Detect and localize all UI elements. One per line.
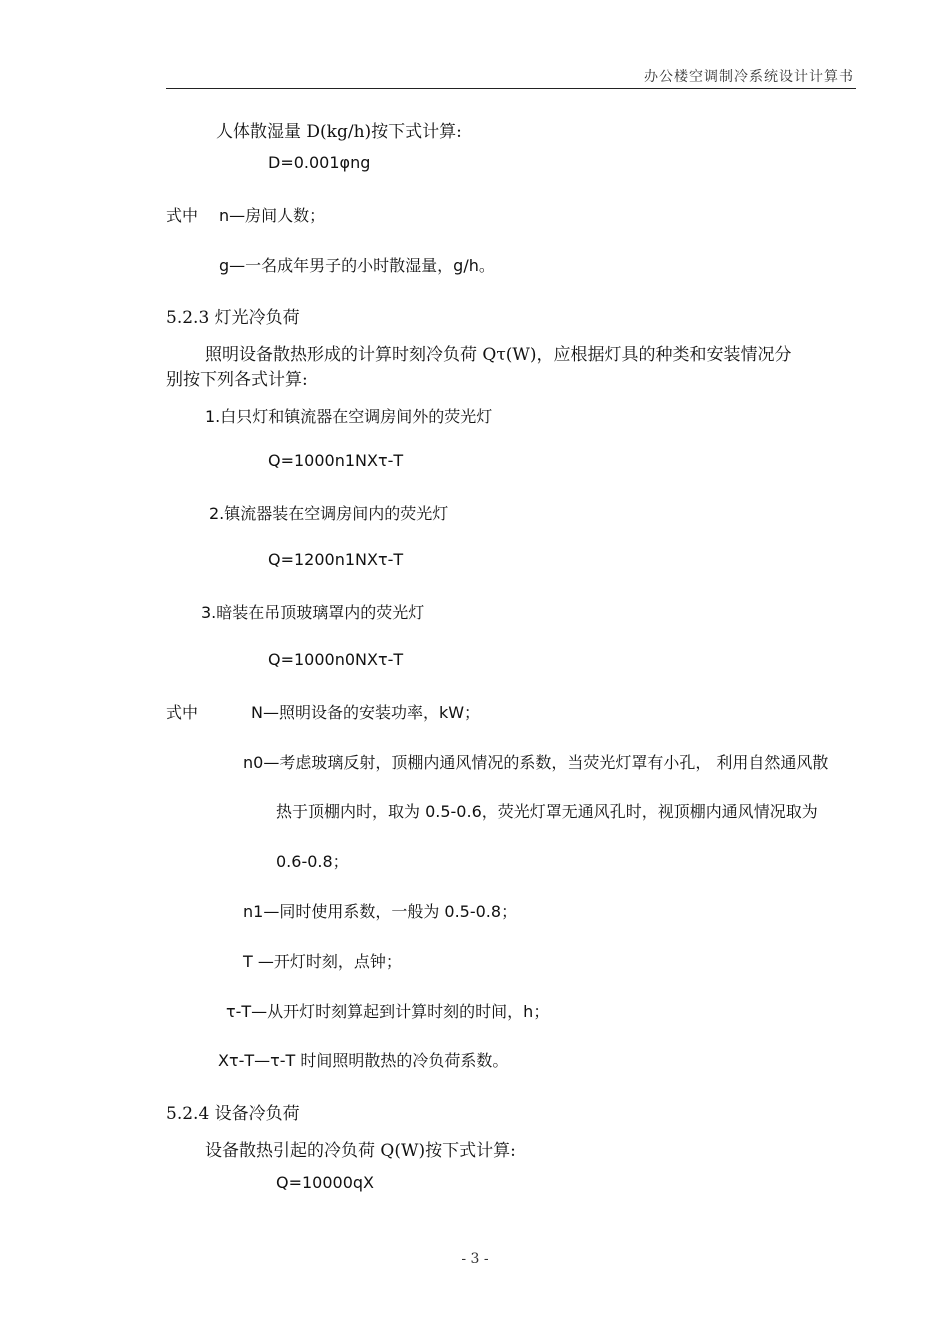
list-item-3: 3.暗装在吊顶玻璃罩内的荧光灯	[201, 603, 425, 622]
formula-1: Q=1000n1NXτ-T	[268, 451, 404, 470]
formula-2: Q=1200n1NXτ-T	[268, 550, 404, 569]
header-rule	[166, 88, 856, 89]
definition-n: n—房间人数；	[219, 206, 326, 225]
lighting-paragraph-line-2: 别按下列各式计算:	[166, 370, 308, 390]
list-item-2: 2.镇流器装在空调房间内的荧光灯	[209, 504, 449, 523]
section-heading-5-2-4: 5.2.4 设备冷负荷	[166, 1104, 300, 1124]
definition-X: Xτ-T—τ-T 时间照明散热的冷负荷系数。	[218, 1051, 509, 1070]
definition-n0-line-3: 0.6-0.8；	[276, 852, 349, 871]
running-header: 办公楼空调制冷系统设计计算书	[644, 69, 854, 85]
equipment-intro: 设备散热引起的冷负荷 Q(W)按下式计算:	[205, 1141, 516, 1161]
definition-g: g—一名成年男子的小时散湿量，g/h。	[219, 256, 495, 275]
definition-N: N—照明设备的安装功率，kW；	[251, 703, 481, 722]
list-item-1: 1.白只灯和镇流器在空调房间外的荧光灯	[205, 407, 493, 426]
definition-n0-line-1: n0—考虑玻璃反射，顶棚内通风情况的系数，当荧光灯罩有小孔， 利用自然通风散	[243, 753, 829, 772]
definition-n1: n1—同时使用系数，一般为 0.5-0.8；	[243, 902, 518, 921]
formula-3: Q=1000n0NXτ-T	[268, 650, 404, 669]
equipment-formula: Q=10000qX	[276, 1173, 375, 1192]
definition-n0-line-2: 热于顶棚内时，取为 0.5-0.6，荧光灯罩无通风孔时，视顶棚内通风情况取为	[276, 802, 818, 821]
where-label-1: 式中	[166, 206, 199, 225]
page-number: - 3 -	[461, 1251, 489, 1267]
humidity-intro: 人体散湿量 D(kg/h)按下式计算:	[216, 122, 462, 142]
section-heading-5-2-3: 5.2.3 灯光冷负荷	[166, 308, 300, 328]
definition-T: T —开灯时刻，点钟；	[243, 952, 402, 971]
definition-tau-T: τ-T—从开灯时刻算起到计算时刻的时间，h；	[226, 1002, 550, 1021]
humidity-formula: D=0.001φng	[268, 153, 371, 172]
lighting-paragraph-line-1: 照明设备散热形成的计算时刻冷负荷 Qτ(W)，应根据灯具的种类和安装情况分	[205, 345, 792, 365]
where-label-2: 式中	[166, 703, 199, 722]
